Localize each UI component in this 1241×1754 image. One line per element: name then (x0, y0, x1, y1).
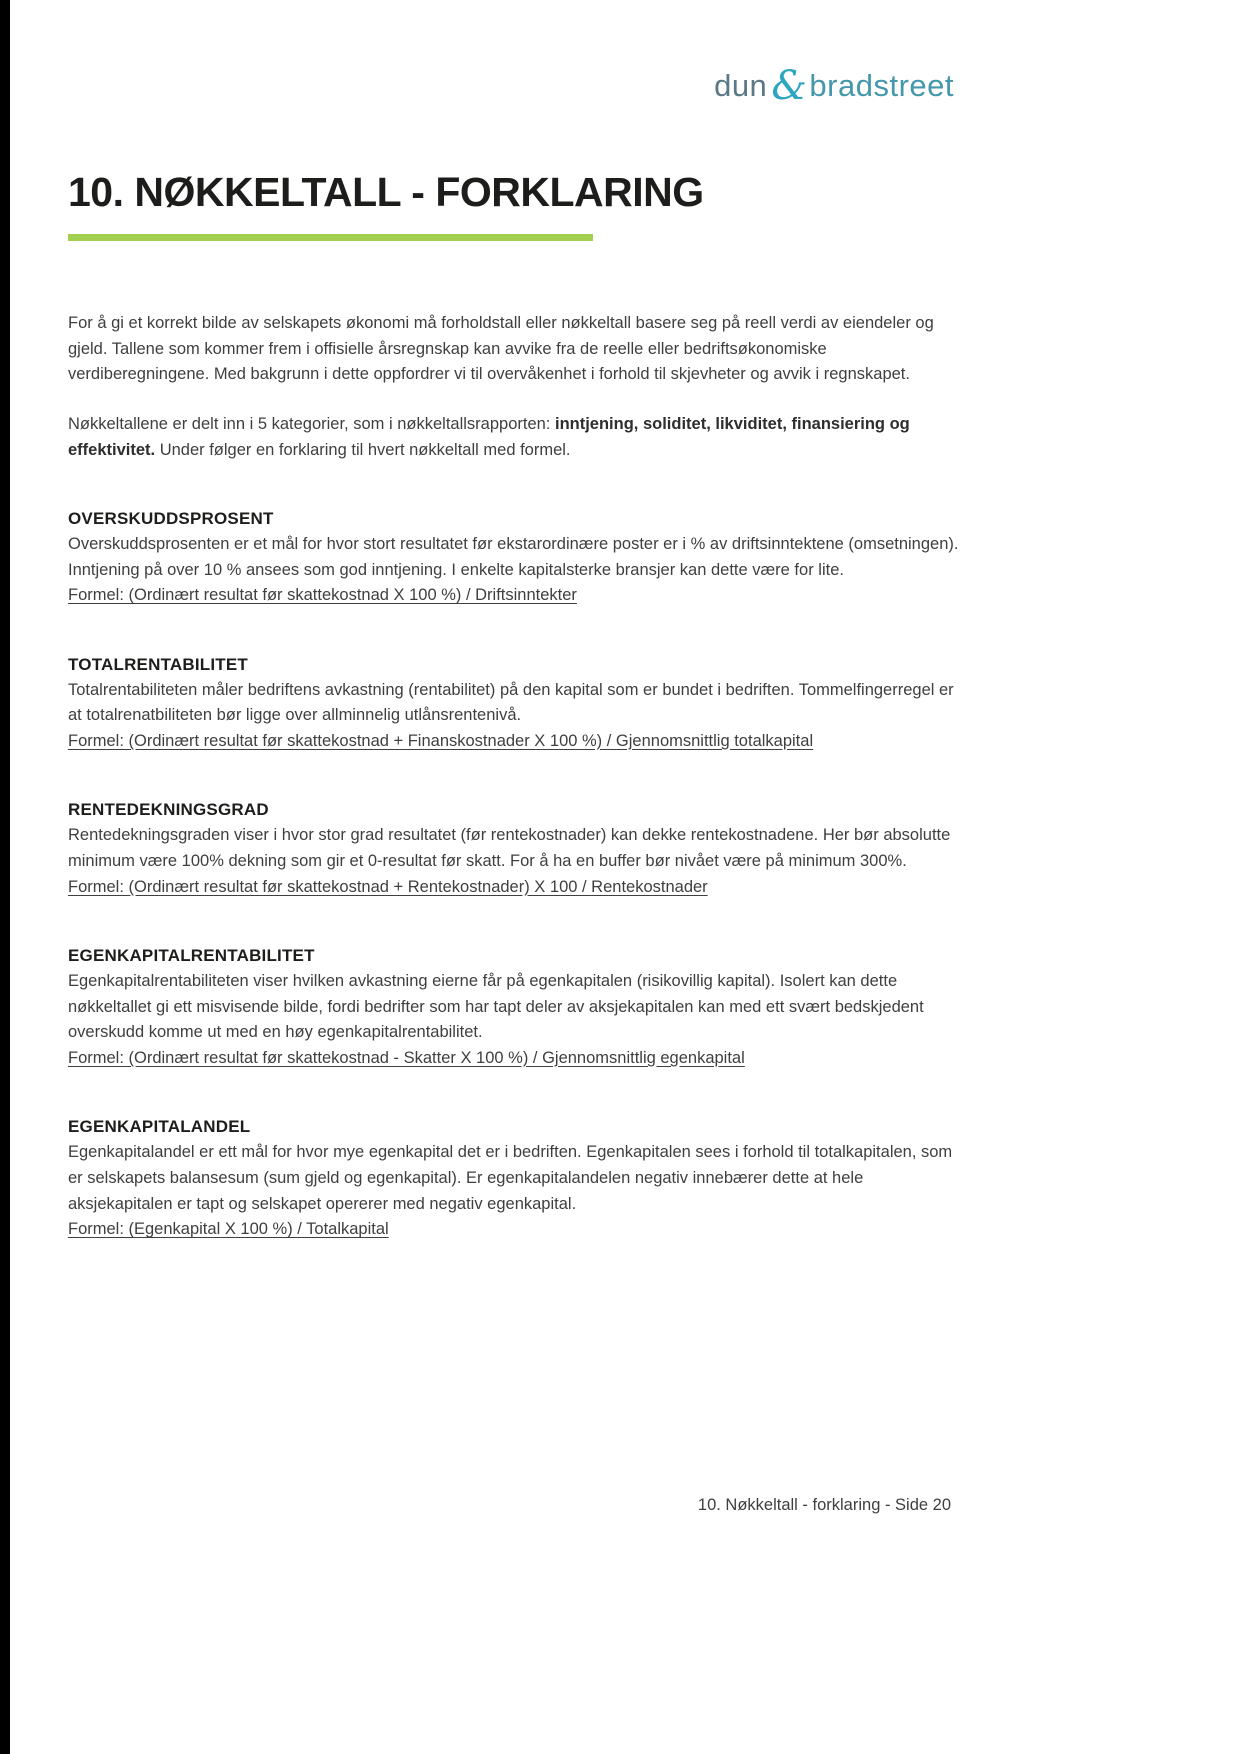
section-rentedekningsgrad (68, 800, 968, 900)
logo-word-bradstreet: bradstreet (809, 68, 954, 103)
section-heading: EGENKAPITALRENTABILITET (68, 946, 315, 966)
formula-line: Formel: (Ordinært resultat før skattekostnad + Finanskostnader X 100 %) / Gjennomsnittlig totalkapital (68, 731, 814, 750)
section-body: Rentedekningsgraden viser i hvor stor grad resultatet (før rentekostnader) kan dekke rentekostnadene. Her bør absolutte minimum være 100% dekning som gir et 0-resultat før skatt. For å ha en buffer bør nivået være på minimum 300%. (68, 826, 951, 871)
left-edge-bar (0, 0, 10, 1754)
section-body: Egenkapitalandel er ett mål for hvor mye egenkapital det er i bedriften. Egenkapitalen sees i forhold til totalkapitalen, som er selskapets balansesum (sum gjeld og egenkapital). Er egenkapitalandelen negativ innebærer dette at hele aksjekapitalen er tapt og selskapet opererer med negativ egenkapital. (68, 1143, 953, 1213)
formula-line: Formel: (Egenkapital X 100 %) / Totalkapital (68, 1220, 389, 1239)
section-body: Totalrentabiliteten måler bedriftens avkastning (rentabilitet) på den kapital som er bundet i bedriften. Tommelfingerregel er at totalrenatbiliteten bør ligge over allminnelig utlånsrentenivå. (68, 680, 954, 725)
section-heading: OVERSKUDDSPROSENT (68, 509, 274, 529)
dnb-logo (714, 62, 954, 110)
formula-line: Formel: (Ordinært resultat før skattekostnad + Rentekostnader) X 100 / Rentekostnader (68, 877, 708, 896)
intro-paragraph: For å gi et korrekt bilde av selskapets økonomi må forholdstall eller nøkkeltall basere seg på reell verdi av eiendeler og gjeld. Tallene som kommer frem i offisielle årsregnskap kan avvike fra de reelle eller bedriftsøkonomiske verdiberegningene. Med bakgrunn i dette oppfordrer vi til overvåkenhet i forhold til skjevheter og avvik i regnskapet. (68, 314, 934, 384)
section-heading: RENTEDEKNINGSGRAD (68, 800, 269, 820)
logo-word-dun: dun (714, 68, 768, 103)
section-heading: EGENKAPITALANDEL (68, 1117, 251, 1137)
title-accent-bar (68, 234, 593, 241)
section-heading: TOTALRENTABILITET (68, 654, 248, 674)
categories-paragraph (68, 412, 968, 463)
logo-ampersand-icon: & (771, 63, 808, 109)
logo-row (68, 62, 968, 110)
formula-line: Formel: (Ordinært resultat før skattekostnad - Skatter X 100 %) / Gjennomsnittlig egenkapital (68, 1048, 745, 1067)
section-overskuddsprosent (68, 509, 968, 609)
section-egenkapitalrentabilitet (68, 946, 968, 1071)
page-content (68, 0, 968, 1243)
categories-suffix: Under følger en forklaring til hvert nøkkeltall med formel. (155, 440, 571, 459)
page-footer: 10. Nøkkeltall - forklaring - Side 20 (697, 1496, 951, 1514)
page-title: 10. NØKKELTALL - FORKLARING (68, 169, 704, 215)
section-totalrentabilitet (68, 655, 968, 755)
section-body: Egenkapitalrentabiliteten viser hvilken avkastning eierne får på egenkapitalen (risikovillig kapital). Isolert kan dette nøkkeltallet gi ett misvisende bilde, fordi bedrifter som har tapt deler av aksjekapitalen kan med ett svært bedskjedent overskudd komme ut med en høy egenkapitalrentabilitet. (68, 972, 924, 1042)
categories-bold-list: inntjening, soliditet, likviditet, finansiering og effektivitet. (68, 414, 910, 459)
section-egenkapitalandel (68, 1117, 968, 1242)
categories-prefix: Nøkkeltallene er delt inn i 5 kategorier, som i nøkkeltallsrapporten: (68, 414, 555, 433)
formula-line: Formel: (Ordinært resultat før skattekostnad X 100 %) / Driftsinntekter (68, 586, 577, 605)
section-body: Overskuddsprosenten er et mål for hvor stort resultatet før ekstarordinære poster er i % av driftsinntektene (omsetningen). Inntjening på over 10 % ansees som god inntjening. I enkelte kapitalsterke bransjer kan dette være for lite. (68, 535, 959, 579)
